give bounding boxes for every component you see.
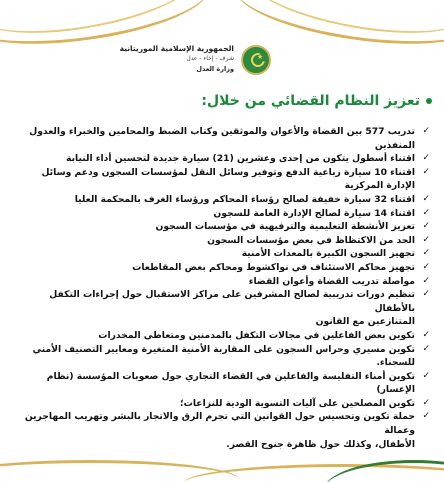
list-item [12, 193, 430, 207]
list-item-text: اقتناء 32 سيارة خفيفة لصالح رؤساء المحاكم ورؤساء الغرف بالمحكمة العليا [74, 193, 415, 205]
list-item [12, 207, 430, 221]
checkmark-icon: ✓ [422, 329, 430, 340]
checkmark-icon: ✓ [422, 411, 430, 422]
list-item [12, 288, 430, 315]
country-name: الجمهورية الإسلامية الموريتانية [119, 44, 234, 53]
list-item [12, 329, 430, 343]
list-item [12, 410, 430, 437]
checkmark-icon: ✓ [422, 153, 430, 164]
list-item-text: اقتناء أسطول يتكون من إحدى وعشرين (21) سيارة جديدة لتحسين أداء النيابة [66, 153, 415, 165]
list-item [12, 438, 430, 452]
list-item-text: تكوين بعض الفاعلين في مجالات التكفل بالمدمنين ومتعاطي المخدرات [98, 329, 415, 341]
checkmark-icon: ✓ [422, 370, 430, 381]
list-item [12, 275, 430, 289]
checkmark-icon: ✓ [422, 397, 430, 408]
list-item-text: اقتناء 10 سيارة رباعية الدفع وتوفير وسائل النقل لمؤسسات السجون ودعم وسائل الإدارة المركزية [41, 166, 415, 192]
list-item [12, 397, 430, 411]
checkmark-icon: ✓ [422, 126, 430, 136]
list-item-text: تكوين أمناء التفليسة والفاعلين في القضاء التجاري حول صعوبات المؤسسة (نظام الإعسار) [46, 370, 415, 396]
checkmark-icon: ✓ [422, 261, 430, 272]
checkmark-icon: ✓ [422, 166, 430, 177]
checkmark-icon: ✓ [422, 275, 430, 286]
list-item [12, 370, 430, 397]
achievement-list [12, 125, 430, 451]
letterhead [94, 44, 234, 73]
section-title: تعزيز النظام القضائي من خلال: [201, 93, 420, 109]
bullet-icon [426, 98, 432, 104]
checkmark-icon: ✓ [422, 234, 430, 245]
list-item [12, 315, 430, 329]
list-item-text: المتنازعين مع القانون [315, 316, 415, 328]
checkmark-icon: ✓ [422, 193, 430, 204]
list-item [12, 343, 430, 370]
list-item [12, 166, 430, 193]
list-item [12, 125, 430, 152]
list-item [12, 220, 430, 234]
section-heading [201, 93, 432, 109]
list-item [12, 234, 430, 248]
national-motto: شرف - إخاء - عدل [186, 55, 234, 62]
checkmark-icon: ✓ [422, 221, 430, 232]
checkmark-icon: ✓ [422, 289, 430, 300]
list-item-text: تجهيز السجون الكبيرة بالمعدات الأمنية [241, 248, 415, 260]
list-item-text: حملة تكوين وتحسيس حول القوانين التي تجرم الرق والاتجار بالبشر وتهريب المهاجرين وعمالة [24, 411, 415, 437]
national-emblem-icon: ★ [241, 45, 271, 75]
list-item-text: تنظيم دورات تدريبية لصالح المشرفين على مراكز الاستقبال حول إجراءات التكفل بالأطفال [49, 289, 415, 314]
list-item [12, 261, 430, 275]
list-item-text: الأطفال، وكذلك حول ظاهرة جنوح القصر. [226, 438, 415, 450]
list-item-text: تكوين مسيري وحراس السجون على المقاربة الأمنية المتغيرة ومعايير التصنيف الأمني للسجناء. [32, 343, 415, 369]
list-item [12, 152, 430, 166]
checkmark-icon: ✓ [422, 248, 430, 259]
list-item-text: تعزيز الأنشطة التعليمية والترفيهية في مؤسسات السجون [155, 221, 415, 233]
checkmark-icon: ✓ [422, 343, 430, 354]
checkmark-icon: ✓ [422, 207, 430, 218]
list-item [12, 247, 430, 261]
list-item-text: مواصلة تدريب القضاة وأعوان القضاء [248, 275, 415, 287]
ministry-name: وزارة العدل [196, 65, 234, 73]
list-item-text: الحد من الاكتظاظ في بعض مؤسسات السجون [207, 234, 415, 246]
list-item-text: تدريب 577 بين القضاة والأعوان والموثقين وكتاب الضبط والمحامين والخبراء والعدول المنفذين [29, 126, 415, 151]
list-item-text: تجهيز محاكم الاستئناف في نواكشوط ومحاكم بعض المقاطعات [132, 261, 415, 273]
list-item-text: اقتناء 14 سيارة لصالح الإدارة العامة للسجون [213, 207, 415, 219]
list-item-text: تكوين المصلحين على آليات التسوية الودية للنزاعات؛ [179, 397, 415, 409]
